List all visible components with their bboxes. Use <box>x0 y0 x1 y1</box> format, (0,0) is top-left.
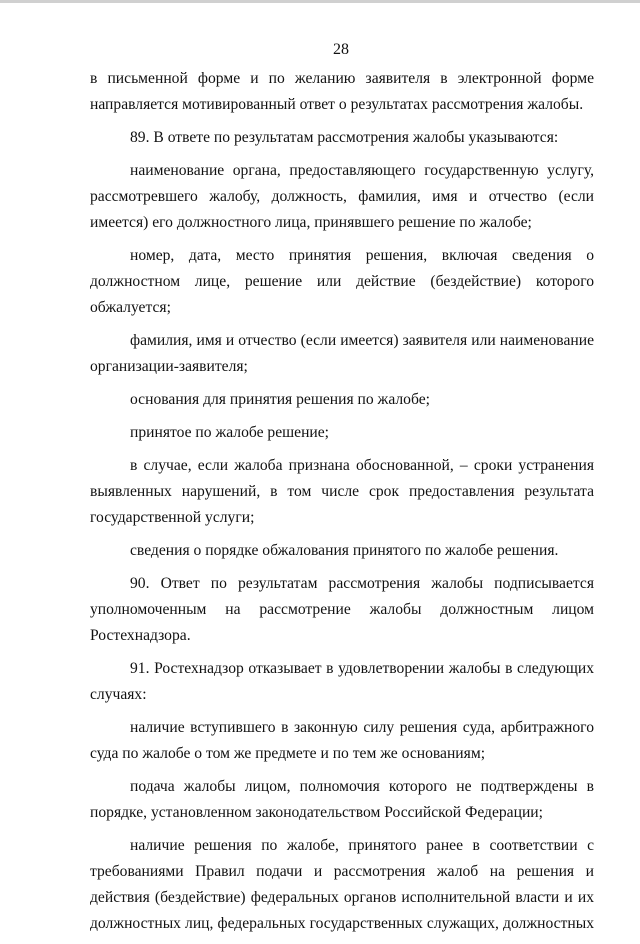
paragraph-89: 89. В ответе по результатам рассмотрения жалобы указываются: <box>130 129 559 146</box>
page-number: 28 <box>333 41 349 58</box>
paragraph-item: номер, дата, место принятия решения, включая сведения о должностном лице, решение или действие (бездействие) которого обжалуется; <box>90 247 594 316</box>
top-border <box>0 0 640 3</box>
paragraph-continuation: в письменной форме и по желанию заявителя в электронной форме направляется мотивированный ответ о результатах рассмотрения жалобы. <box>90 70 594 113</box>
paragraph-item: наименование органа, предоставляющего государственную услугу, рассмотревшего жалобу, должность, фамилия, имя и отчество (если имеется) его должностного лица, принявшего решение по жалобе; <box>90 162 594 231</box>
paragraph-item: наличие решения по жалобе, принятого ранее в соответствии с требованиями Правил подачи и рассмотрения жалоб на решения и действия (бездействие) федеральных органов исполнительной власти и их должностных лиц, федеральных государственных служащих, должностных <box>90 837 594 932</box>
paragraph-item: основания для принятия решения по жалобе; <box>130 391 430 408</box>
document-body <box>90 66 594 944</box>
paragraph-91: 91. Ростехнадзор отказывает в удовлетворении жалобы в следующих случаях: <box>90 660 594 703</box>
paragraph-item: сведения о порядке обжалования принятого по жалобе решения. <box>130 542 559 559</box>
paragraph-90: 90. Ответ по результатам рассмотрения жалобы подписывается уполномоченным на рассмотрение жалобы должностным лицом Ростехнадзора. <box>90 575 594 644</box>
paragraph-item: подача жалобы лицом, полномочия которого не подтверждены в порядке, установленном законодательством Российской Федерации; <box>90 778 594 821</box>
paragraph-item: в случае, если жалоба признана обоснованной, – сроки устранения выявленных нарушений, в том числе срок предоставления результата государственной услуги; <box>90 457 594 526</box>
paragraph-item: принятое по жалобе решение; <box>130 424 330 441</box>
paragraph-item: фамилия, имя и отчество (если имеется) заявителя или наименование организации-заявителя; <box>90 332 594 375</box>
paragraph-item: наличие вступившего в законную силу решения суда, арбитражного суда по жалобе о том же предмете и по тем же основаниям; <box>90 719 594 762</box>
